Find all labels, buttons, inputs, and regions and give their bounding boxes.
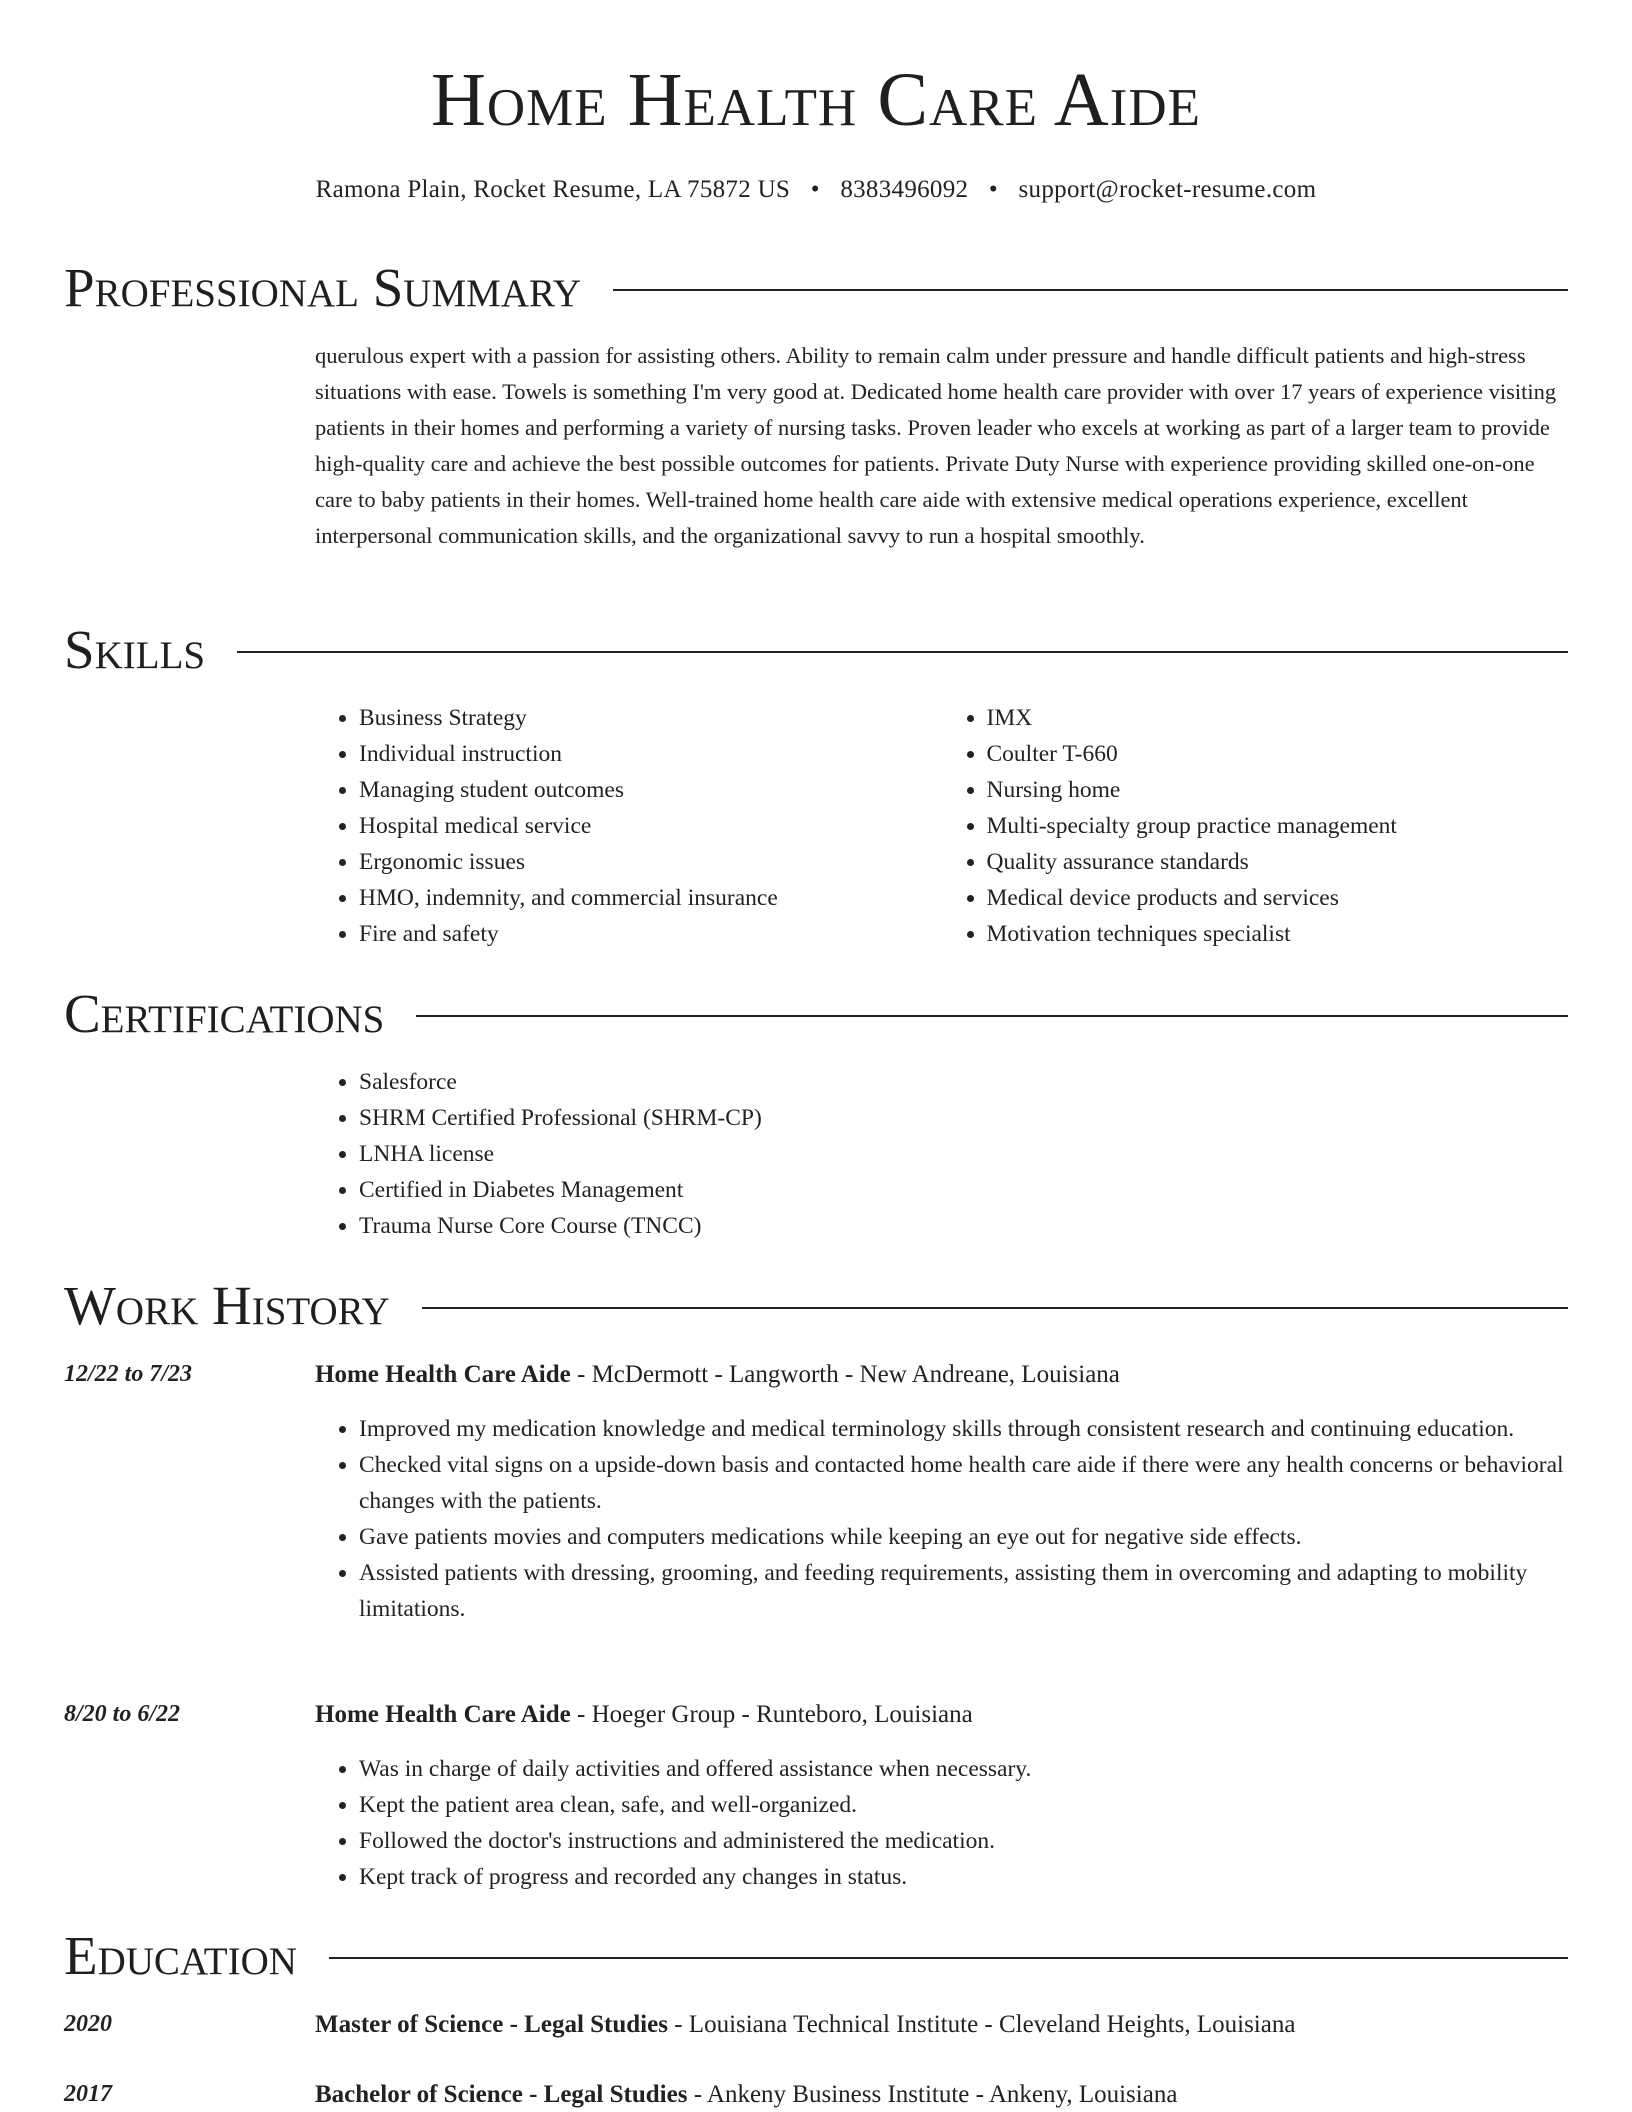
education-details: - Ankeny Business Institute - Ankeny, Louisiana bbox=[687, 2081, 1178, 2108]
skill-item: • Medical device products and services bbox=[987, 880, 1571, 916]
resume-name: Home Health Care Aide bbox=[430, 58, 1202, 142]
job-bullet: • Was in charge of daily activities and offered assistance when necessary. bbox=[359, 1751, 1612, 1787]
certification-item: • Salesforce bbox=[359, 1064, 1570, 1100]
job-dates: 8/20 to 6/22 bbox=[64, 1701, 181, 1727]
job-title-line bbox=[315, 1361, 1120, 1389]
job-bullet: • Kept the patient area clean, safe, and well-organized. bbox=[359, 1787, 1612, 1823]
skills-column-left bbox=[315, 700, 943, 952]
education-title-line bbox=[315, 2011, 1295, 2039]
job-bullet: • Assisted patients with dressing, grooming, and feeding requirements, assisting them in overcoming and adapting to mobility limitations. bbox=[359, 1555, 1612, 1627]
job-dates: 12/22 to 7/23 bbox=[64, 1361, 193, 1387]
job-title: Home Health Care Aide bbox=[315, 1361, 571, 1388]
education-degree: Master of Science - Legal Studies bbox=[315, 2011, 668, 2038]
skill-item: • HMO, indemnity, and commercial insurance bbox=[359, 880, 943, 916]
certification-item: • LNHA license bbox=[359, 1136, 1570, 1172]
skill-item: • Nursing home bbox=[987, 772, 1571, 808]
contact-email: support@rocket-resume.com bbox=[1018, 176, 1317, 203]
job-bullet: • Checked vital signs on a upside-down basis and contacted home health care aide if there were any health concerns or behavioral changes with the patients. bbox=[359, 1447, 1612, 1519]
skill-item: • Quality assurance standards bbox=[987, 844, 1571, 880]
skill-item: • Multi-specialty group practice management bbox=[987, 808, 1571, 844]
job-bullet: • Gave patients movies and computers medications while keeping an eye out for negative side effects. bbox=[359, 1519, 1612, 1555]
certification-item: • SHRM Certified Professional (SHRM-CP) bbox=[359, 1100, 1570, 1136]
skills-section-header bbox=[64, 619, 1568, 680]
education-year: 2017 bbox=[64, 2081, 112, 2107]
job-bullets bbox=[315, 1411, 1612, 1627]
skill-item: • Hospital medical service bbox=[359, 808, 943, 844]
work-heading: Work History bbox=[64, 1275, 390, 1336]
skill-item: • IMX bbox=[987, 700, 1571, 736]
skills-list bbox=[315, 700, 1570, 952]
contact-address: Ramona Plain, Rocket Resume, LA 75872 US bbox=[315, 176, 791, 203]
section-divider bbox=[422, 1307, 1568, 1309]
work-section-header bbox=[64, 1275, 1568, 1336]
job-bullet: • Kept track of progress and recorded any changes in status. bbox=[359, 1859, 1612, 1895]
contact-line bbox=[0, 176, 1632, 204]
job-title: Home Health Care Aide bbox=[315, 1701, 571, 1728]
skill-item: • Managing student outcomes bbox=[359, 772, 943, 808]
job-bullets bbox=[315, 1751, 1612, 1895]
job-bullet: • Improved my medication knowledge and medical terminology skills through consistent research and continuing education. bbox=[359, 1411, 1612, 1447]
education-title-line bbox=[315, 2081, 1177, 2109]
skill-item: • Motivation techniques specialist bbox=[987, 916, 1571, 952]
section-divider bbox=[237, 651, 1568, 653]
contact-separator: • bbox=[988, 176, 998, 203]
skill-item: • Ergonomic issues bbox=[359, 844, 943, 880]
section-divider bbox=[416, 1015, 1568, 1017]
skill-item: • Individual instruction bbox=[359, 736, 943, 772]
job-title-line bbox=[315, 1701, 973, 1729]
summary-text: querulous expert with a passion for assisting others. Ability to remain calm under pressure and handle difficult patients and high-stress situations with ease. Towels is something I'm very good at. Dedicated home health care provider with over 17 years of experience visiting patients in their homes and performing a variety of nursing tasks. Proven leader who excels at working as part of a larger team to provide high-quality care and achieve the best possible outcomes for patients. Private Duty Nurse with experience providing skilled one-on-one care to baby patients in their homes. Well-trained home health care aide with extensive medical operations experience, excellent interpersonal communication skills, and the organizational savvy to run a hospital smoothly. bbox=[315, 343, 1557, 548]
certification-item: • Certified in Diabetes Management bbox=[359, 1172, 1570, 1208]
certifications-section-header bbox=[64, 983, 1568, 1044]
summary-section-header bbox=[64, 257, 1568, 318]
skill-item: • Fire and safety bbox=[359, 916, 943, 952]
education-degree: Bachelor of Science - Legal Studies bbox=[315, 2081, 688, 2108]
section-divider bbox=[329, 1957, 1568, 1959]
education-heading: Education bbox=[64, 1925, 297, 1986]
certifications-heading: Certifications bbox=[64, 983, 385, 1044]
skills-column-right bbox=[943, 700, 1571, 952]
job-details: - McDermott - Langworth - New Andreane, Louisiana bbox=[570, 1361, 1120, 1388]
certifications-list bbox=[315, 1064, 1570, 1244]
education-year: 2020 bbox=[64, 2011, 112, 2037]
contact-phone: 8383496092 bbox=[840, 176, 969, 203]
education-section-header bbox=[64, 1925, 1568, 1986]
skill-item: • Coulter T-660 bbox=[987, 736, 1571, 772]
certification-item: • Trauma Nurse Core Course (TNCC) bbox=[359, 1208, 1570, 1244]
skills-heading: Skills bbox=[64, 619, 206, 680]
education-details: - Louisiana Technical Institute - Cleveland Heights, Louisiana bbox=[667, 2011, 1296, 2038]
contact-separator: • bbox=[810, 176, 820, 203]
skill-item: • Business Strategy bbox=[359, 700, 943, 736]
section-divider bbox=[613, 289, 1568, 291]
job-details: - Hoeger Group - Runteboro, Louisiana bbox=[570, 1701, 973, 1728]
job-bullet: • Followed the doctor's instructions and administered the medication. bbox=[359, 1823, 1612, 1859]
summary-heading: Professional Summary bbox=[64, 257, 582, 318]
